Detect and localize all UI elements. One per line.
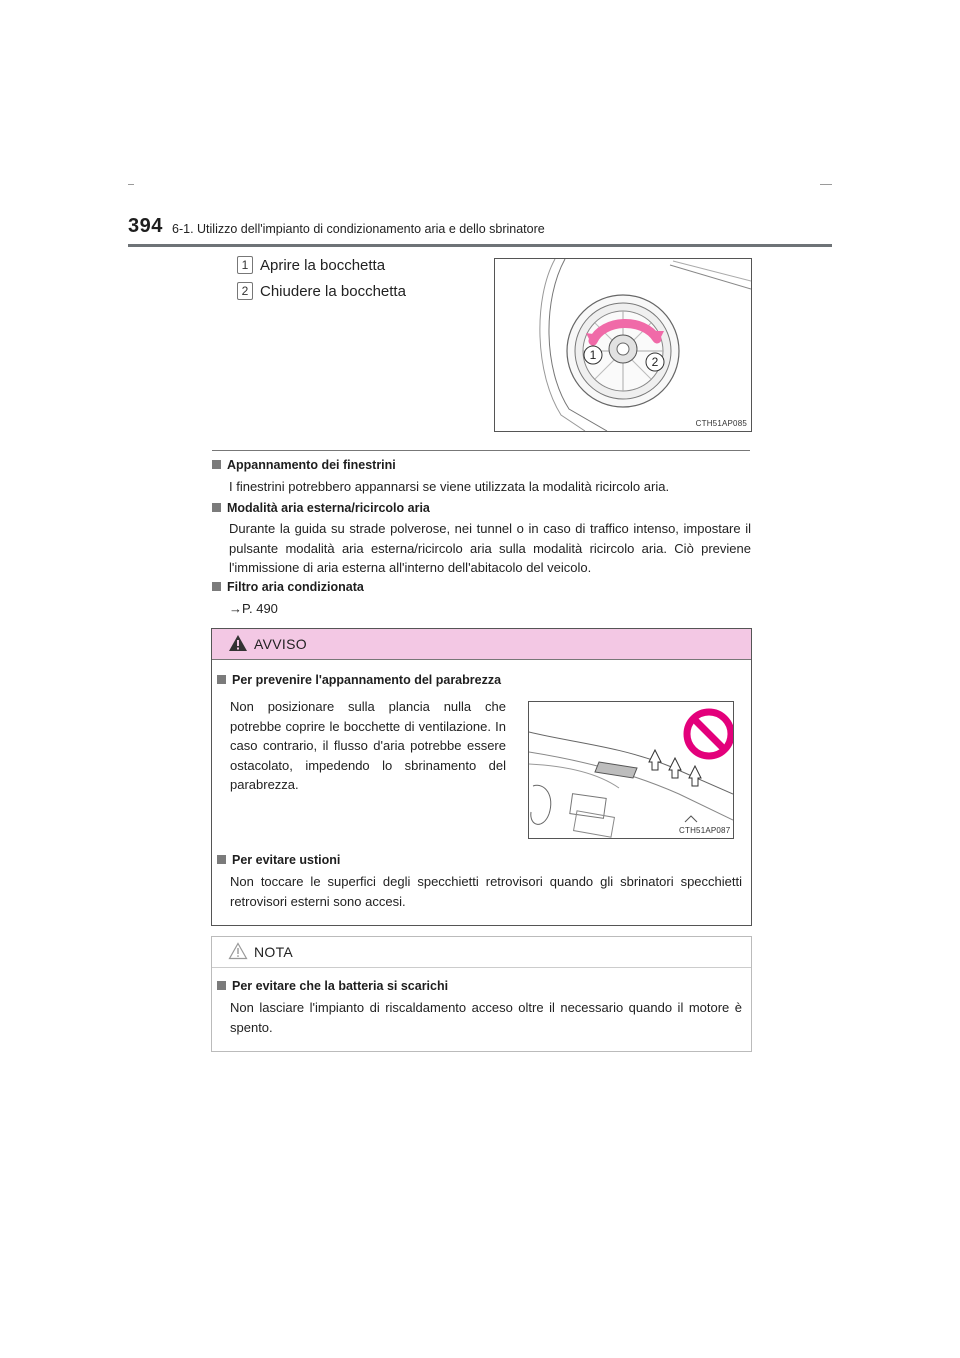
section-body-fogging: I finestrini potrebbero appannarsi se viene utilizzata la modalità ricircolo aria. (229, 479, 670, 494)
page-header (128, 213, 832, 247)
crop-mark-right (820, 184, 832, 185)
figure-code: CTH51AP087 (679, 826, 731, 835)
header-rule (128, 244, 832, 247)
crop-mark-left (128, 184, 134, 185)
warning-header (212, 629, 751, 660)
section-divider (212, 450, 750, 451)
square-bullet-icon (217, 855, 226, 864)
warning-box (211, 628, 752, 926)
callout-1: 1 (589, 348, 597, 362)
square-bullet-icon (217, 981, 226, 990)
step-2 (237, 282, 406, 300)
warning-heading-fog: Per prevenire l'appannamento del parabrezza (217, 673, 501, 687)
chapter-title: 6-1. Utilizzo dell'impianto di condizionamento aria e dello sbrinatore (172, 222, 545, 236)
vent-figure (494, 258, 752, 432)
section-body-air-mode: Durante la guida su strade polverose, nei tunnel o in caso di traffico intenso, impostare il pulsante modalità aria esterna/ricircolo aria sulla modalità ricircolo aria. Ciò previene l'immissione di aria esterna all'interno dell'abitacolo del veicolo. (229, 521, 751, 575)
dashboard-illustration (529, 702, 733, 838)
step-text: Chiudere la bocchetta (260, 283, 406, 300)
warning-body-burns: Non toccare le superfici degli specchietti retrovisori quando gli sbrinatori specchietti retrovisori esterni sono accesi. (230, 874, 742, 909)
warning-title: AVVISO (254, 636, 307, 652)
warning-body-fog: Non posizionare sulla plancia nulla che potrebbe coprire le bocchette di ventilazione. In caso contrario, il flusso d'aria potrebbe essere ostacolato, impedendo lo sbrinamento del parabrezza. (230, 699, 506, 792)
air-vent-illustration (495, 259, 751, 431)
note-title: NOTA (254, 944, 294, 960)
step-number: 1 (237, 256, 253, 274)
square-bullet-icon (212, 460, 221, 469)
caution-triangle-outline-icon (228, 942, 248, 960)
square-bullet-icon (212, 582, 221, 591)
figure-code: CTH51AP085 (695, 419, 747, 428)
note-heading-battery: Per evitare che la batteria si scarichi (217, 979, 448, 993)
section-heading-fogging: Appannamento dei finestrini (212, 458, 396, 472)
section-body-filter: →P. 490 (229, 601, 278, 616)
dashboard-figure (528, 701, 734, 839)
note-box (211, 936, 752, 1052)
square-bullet-icon (212, 503, 221, 512)
step-1 (237, 256, 385, 274)
square-bullet-icon (217, 675, 226, 684)
note-body-battery: Non lasciare l'impianto di riscaldamento acceso oltre il necessario quando il motore è spento. (230, 1000, 742, 1035)
section-heading-air-mode: Modalità aria esterna/ricircolo aria (212, 501, 430, 515)
warning-heading-burns: Per evitare ustioni (217, 853, 340, 867)
note-header (212, 937, 751, 968)
step-number: 2 (237, 282, 253, 300)
section-heading-filter: Filtro aria condizionata (212, 580, 364, 594)
callout-2: 2 (651, 355, 659, 369)
page-number: 394 (128, 215, 163, 237)
step-text: Aprire la bocchetta (260, 257, 386, 274)
warning-triangle-icon (228, 634, 248, 652)
